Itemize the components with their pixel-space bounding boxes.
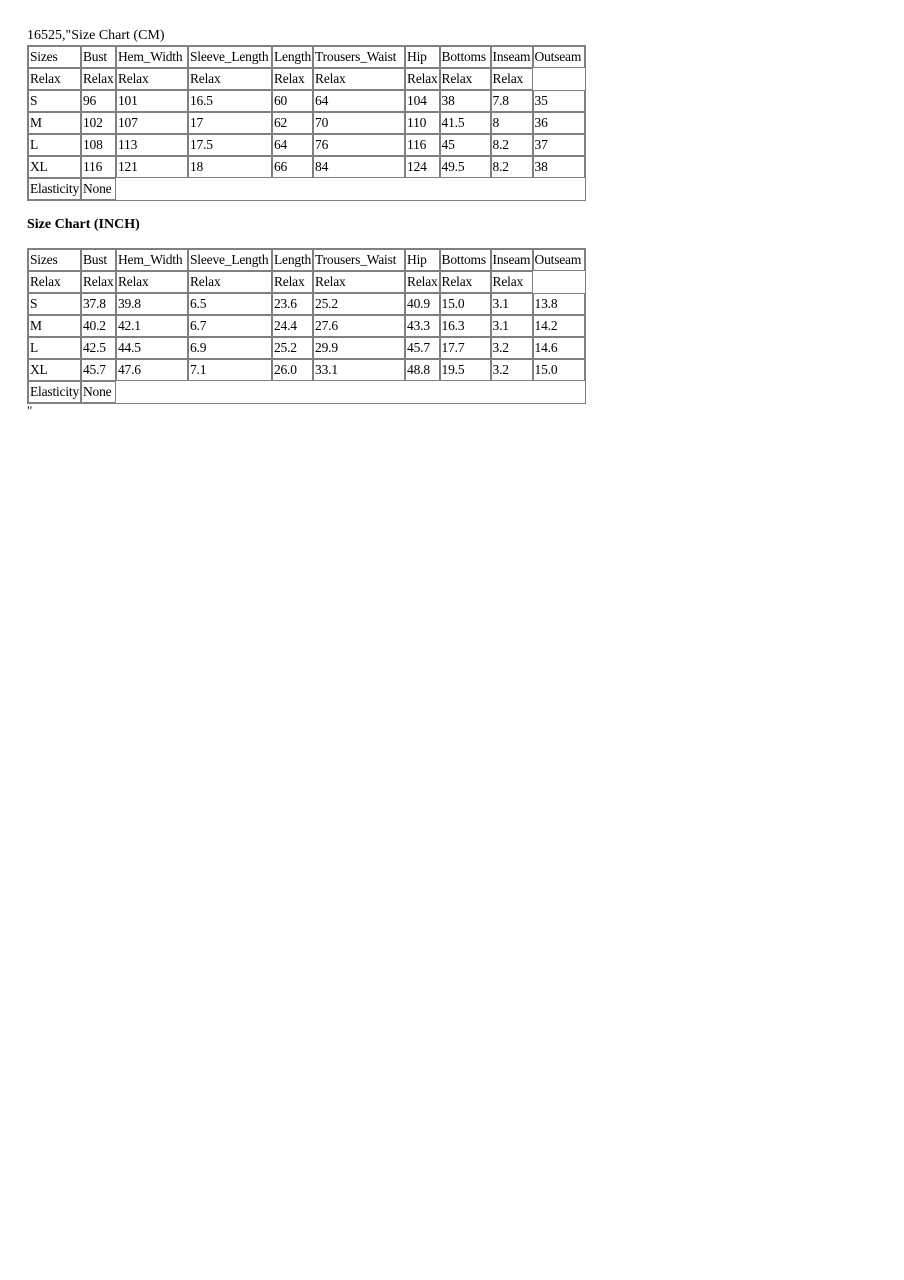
table-cell: 3.2 bbox=[491, 359, 533, 381]
table-cell: 101 bbox=[116, 90, 188, 112]
table-cell: 64 bbox=[272, 134, 313, 156]
column-header: Hip bbox=[405, 46, 440, 68]
column-header: Length bbox=[272, 46, 313, 68]
elasticity-row bbox=[28, 381, 585, 403]
table-cell: None bbox=[81, 381, 116, 403]
table-row bbox=[28, 134, 585, 156]
table-cell: 23.6 bbox=[272, 293, 313, 315]
table-row bbox=[28, 156, 585, 178]
table-cell: 104 bbox=[405, 90, 440, 112]
column-header: Sleeve_Length bbox=[188, 46, 272, 68]
size-chart-inch-table bbox=[27, 248, 586, 404]
table-cell: 42.5 bbox=[81, 337, 116, 359]
table-cell: L bbox=[28, 134, 81, 156]
empty-cell bbox=[405, 381, 440, 403]
fit-row bbox=[28, 68, 585, 90]
table-cell: 3.2 bbox=[491, 337, 533, 359]
empty-cell bbox=[491, 178, 533, 200]
table-cell: 7.1 bbox=[188, 359, 272, 381]
table-cell: 70 bbox=[313, 112, 405, 134]
table-cell: 17.5 bbox=[188, 134, 272, 156]
table-cell: Relax bbox=[313, 68, 405, 90]
table-header-row bbox=[28, 249, 585, 271]
elasticity-row bbox=[28, 178, 585, 200]
table-cell: 25.2 bbox=[272, 337, 313, 359]
table-cell: 35 bbox=[533, 90, 585, 112]
table-cell: 113 bbox=[116, 134, 188, 156]
table-cell: Relax bbox=[440, 271, 491, 293]
table-cell: 48.8 bbox=[405, 359, 440, 381]
table-row bbox=[28, 315, 585, 337]
column-header: Bottoms bbox=[440, 46, 491, 68]
table-cell: 45.7 bbox=[405, 337, 440, 359]
table-cell: Relax bbox=[491, 68, 533, 90]
column-header: Inseam bbox=[491, 249, 533, 271]
column-header: Sizes bbox=[28, 249, 81, 271]
table-row bbox=[28, 359, 585, 381]
table-cell: 26.0 bbox=[272, 359, 313, 381]
table-row bbox=[28, 90, 585, 112]
table-header-row bbox=[28, 46, 585, 68]
table-cell: 36 bbox=[533, 112, 585, 134]
document bbox=[27, 27, 586, 417]
table-cell: 8.2 bbox=[491, 134, 533, 156]
table-cell: 102 bbox=[81, 112, 116, 134]
column-header: Bust bbox=[81, 249, 116, 271]
column-header: Bust bbox=[81, 46, 116, 68]
empty-cell bbox=[313, 178, 405, 200]
column-header: Length bbox=[272, 249, 313, 271]
empty-cell bbox=[533, 381, 585, 403]
empty-cell bbox=[116, 381, 188, 403]
table-cell: Relax bbox=[81, 68, 116, 90]
table-cell: 6.7 bbox=[188, 315, 272, 337]
table-cell: 40.9 bbox=[405, 293, 440, 315]
table-cell: S bbox=[28, 90, 81, 112]
table-cell: Relax bbox=[272, 68, 313, 90]
table-cell: 29.9 bbox=[313, 337, 405, 359]
table-cell: 121 bbox=[116, 156, 188, 178]
table-cell: S bbox=[28, 293, 81, 315]
trailing-quote: " bbox=[27, 403, 33, 418]
empty-cell bbox=[491, 381, 533, 403]
table-cell: M bbox=[28, 315, 81, 337]
column-header: Bottoms bbox=[440, 249, 491, 271]
table-cell: Relax bbox=[440, 68, 491, 90]
table-cell: 49.5 bbox=[440, 156, 491, 178]
empty-cell bbox=[188, 178, 272, 200]
table-cell: Relax bbox=[313, 271, 405, 293]
table-cell: Relax bbox=[116, 271, 188, 293]
table-cell: 17.7 bbox=[440, 337, 491, 359]
table-cell: Relax bbox=[188, 271, 272, 293]
table-cell: Relax bbox=[188, 68, 272, 90]
table-cell: 84 bbox=[313, 156, 405, 178]
table-cell: 25.2 bbox=[313, 293, 405, 315]
table-row bbox=[28, 293, 585, 315]
empty-cell bbox=[405, 178, 440, 200]
table-cell: 15.0 bbox=[533, 359, 585, 381]
table-cell: Elasticity bbox=[28, 381, 81, 403]
column-header: Sleeve_Length bbox=[188, 249, 272, 271]
table-cell: 41.5 bbox=[440, 112, 491, 134]
document-header-line: 16525,"Size Chart (CM) bbox=[27, 28, 165, 43]
column-header: Hem_Width bbox=[116, 249, 188, 271]
table-cell: 19.5 bbox=[440, 359, 491, 381]
empty-cell bbox=[116, 178, 188, 200]
table-cell: 108 bbox=[81, 134, 116, 156]
table-cell: 6.5 bbox=[188, 293, 272, 315]
column-header: Trousers_Waist bbox=[313, 46, 405, 68]
column-header: Sizes bbox=[28, 46, 81, 68]
column-header: Outseam bbox=[533, 46, 585, 68]
table-cell: 96 bbox=[81, 90, 116, 112]
table-cell: Relax bbox=[405, 68, 440, 90]
table-cell: 14.2 bbox=[533, 315, 585, 337]
table-cell: 6.9 bbox=[188, 337, 272, 359]
table-cell: 45 bbox=[440, 134, 491, 156]
table-cell: 18 bbox=[188, 156, 272, 178]
table-cell: 42.1 bbox=[116, 315, 188, 337]
empty-cell bbox=[188, 381, 272, 403]
table-cell: 45.7 bbox=[81, 359, 116, 381]
table-cell: 15.0 bbox=[440, 293, 491, 315]
table-cell: 60 bbox=[272, 90, 313, 112]
table-cell: 44.5 bbox=[116, 337, 188, 359]
table-cell: 64 bbox=[313, 90, 405, 112]
table-cell: 76 bbox=[313, 134, 405, 156]
empty-cell bbox=[313, 381, 405, 403]
table-cell: 116 bbox=[81, 156, 116, 178]
table-cell: 38 bbox=[440, 90, 491, 112]
table-cell: 116 bbox=[405, 134, 440, 156]
table-cell: 39.8 bbox=[116, 293, 188, 315]
empty-cell bbox=[440, 178, 491, 200]
table-cell: 16.5 bbox=[188, 90, 272, 112]
table-cell: Relax bbox=[405, 271, 440, 293]
table-cell: XL bbox=[28, 156, 81, 178]
column-header: Trousers_Waist bbox=[313, 249, 405, 271]
column-header: Outseam bbox=[533, 249, 585, 271]
table-cell: 16.3 bbox=[440, 315, 491, 337]
empty-cell bbox=[533, 178, 585, 200]
table-cell: 37 bbox=[533, 134, 585, 156]
table-cell: 47.6 bbox=[116, 359, 188, 381]
table-cell: 3.1 bbox=[491, 293, 533, 315]
table-cell: 107 bbox=[116, 112, 188, 134]
table-row bbox=[28, 112, 585, 134]
table-cell: 40.2 bbox=[81, 315, 116, 337]
table-cell: 8 bbox=[491, 112, 533, 134]
table-cell: Relax bbox=[81, 271, 116, 293]
table-cell: 7.8 bbox=[491, 90, 533, 112]
table-cell: 24.4 bbox=[272, 315, 313, 337]
table-cell: 3.1 bbox=[491, 315, 533, 337]
table-cell: Relax bbox=[272, 271, 313, 293]
empty-cell bbox=[533, 68, 585, 90]
table-cell: L bbox=[28, 337, 81, 359]
table-cell: Relax bbox=[28, 271, 81, 293]
empty-cell bbox=[272, 381, 313, 403]
column-header: Inseam bbox=[491, 46, 533, 68]
table-cell: 37.8 bbox=[81, 293, 116, 315]
table-cell: M bbox=[28, 112, 81, 134]
empty-cell bbox=[272, 178, 313, 200]
table-cell: Relax bbox=[491, 271, 533, 293]
table-cell: 13.8 bbox=[533, 293, 585, 315]
table-cell: 43.3 bbox=[405, 315, 440, 337]
column-header: Hem_Width bbox=[116, 46, 188, 68]
table-cell: None bbox=[81, 178, 116, 200]
table-cell: Elasticity bbox=[28, 178, 81, 200]
column-header: Hip bbox=[405, 249, 440, 271]
table-cell: 33.1 bbox=[313, 359, 405, 381]
empty-cell bbox=[533, 271, 585, 293]
table-row bbox=[28, 337, 585, 359]
empty-cell bbox=[440, 381, 491, 403]
table-cell: 124 bbox=[405, 156, 440, 178]
table-cell: 14.6 bbox=[533, 337, 585, 359]
inch-section-title: Size Chart (INCH) bbox=[27, 217, 140, 232]
table-cell: XL bbox=[28, 359, 81, 381]
table-cell: 17 bbox=[188, 112, 272, 134]
table-cell: 8.2 bbox=[491, 156, 533, 178]
fit-row bbox=[28, 271, 585, 293]
table-cell: 66 bbox=[272, 156, 313, 178]
table-cell: 110 bbox=[405, 112, 440, 134]
table-cell: 27.6 bbox=[313, 315, 405, 337]
table-cell: Relax bbox=[28, 68, 81, 90]
table-cell: Relax bbox=[116, 68, 188, 90]
size-chart-cm-table bbox=[27, 45, 586, 201]
table-cell: 38 bbox=[533, 156, 585, 178]
table-cell: 62 bbox=[272, 112, 313, 134]
